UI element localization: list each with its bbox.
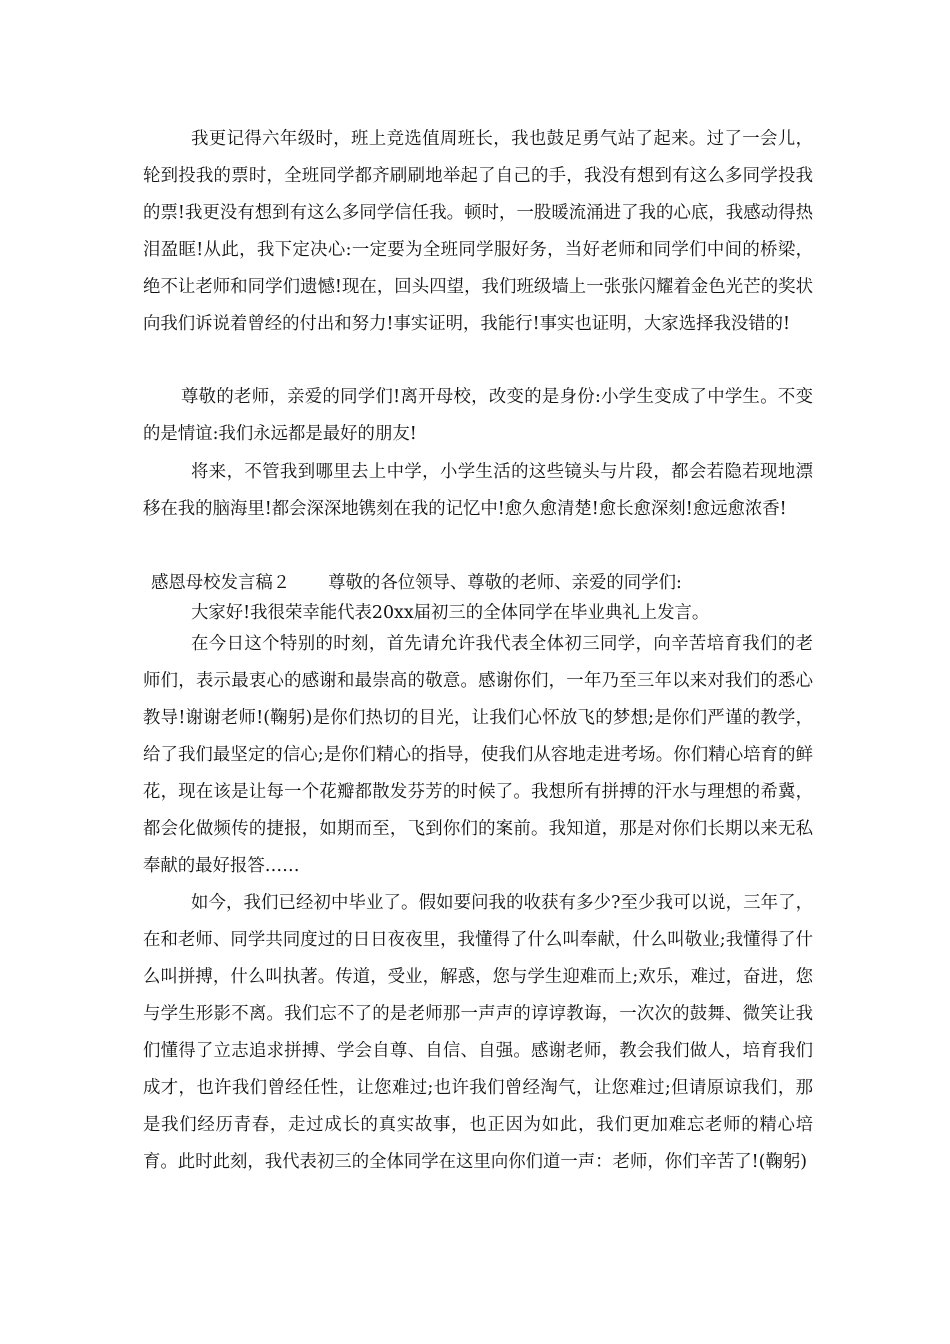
speech-title: 感恩母校发言稿２ — [151, 573, 291, 593]
paragraph-future-memories: 将来，不管我到哪里去上中学，小学生活的这些镜头与片段，都会若隐若现地漂移在我的脑海里!都会深深地镌刻在我的记忆中!愈久愈清楚!愈长愈深刻!愈远愈浓香! — [143, 462, 813, 519]
paragraph-graduation-reflection: 如今，我们已经初中毕业了。假如要问我的收获有多少?至少我可以说，三年了，在和老师、同学共同度过的日日夜夜里，我懂得了什么叫奉献，什么叫敬业;我懂得了什么叫拼搏，什么叫执著。传道，受业，解惑，您与学生迎难而上;欢乐，难过，奋进，您与学生形影不离。我们忘不了的是老师那一声声的谆谆教诲，一次次的鼓舞、微笑让我们懂得了立志追求拼搏、学会自尊、自信、自强。感谢老师，教会我们做人，培育我们成才，也许我们曾经任性，让您难过;也许我们曾经淘气，让您难过;但请原谅我们，那是我们经历青春，走过成长的真实故事，也正因为如此，我们更加难忘老师的精心培育。此时此刻，我代表初三的全体同学在这里向你们道一声：老师，你们辛苦了!(鞠躬) — [143, 893, 813, 1172]
paragraph-class-monitor-memory: 我更记得六年级时，班上竞选值周班长，我也鼓足勇气站了起来。过了一会儿，轮到投我的票时，全班同学都齐刷刷地举起了自己的手，我没有想到有这么多同学投我的票!我更没有想到有这么多同学信任我。顿时，一股暖流涌进了我的心底，我感动得热泪盈眶!从此，我下定决心:一定要为全班同学服好务，当好老师和同学们中间的桥梁，绝不让老师和同学们遗憾!现在，回头四望，我们班级墙上一张张闪耀着金色光芒的奖状向我们诉说着曾经的付出和努力!事实证明，我能行!事实也证明，大家选择我没错的! — [143, 129, 813, 334]
paragraph-greeting: 大家好!我很荣幸能代表20xx届初三的全体同学在毕业典礼上发言。 — [191, 603, 710, 623]
paragraph-thanks-teachers: 在今日这个特别的时刻，首先请允许我代表全体初三同学，向辛苦培育我们的老师们，表示最衷心的感谢和最崇高的敬意。感谢你们，一年乃至三年以来对我们的悉心教导!谢谢老师!(鞠躬)是你们热切的目光，让我们心怀放飞的梦想;是你们严谨的教学，给了我们最坚定的信心;是你们精心的指导，使我们从容地走进考场。你们精心培育的鲜花，现在该是让每一个花瓣都散发芬芳的时候了。我想所有拼搏的汗水与理想的希冀，都会化做频传的捷报，如期而至，飞到你们的案前。我知道，那是对你们长期以来无私奉献的最好报答…… — [143, 634, 813, 876]
paragraph-farewell-classmates: 尊敬的老师，亲爱的同学们!离开母校，改变的是身份:小学生变成了中学生。不变的是情谊:我们永远都是最好的朋友! — [143, 387, 813, 444]
speech-salutation: 尊敬的各位领导、尊敬的老师、亲爱的同学们: — [328, 573, 682, 593]
